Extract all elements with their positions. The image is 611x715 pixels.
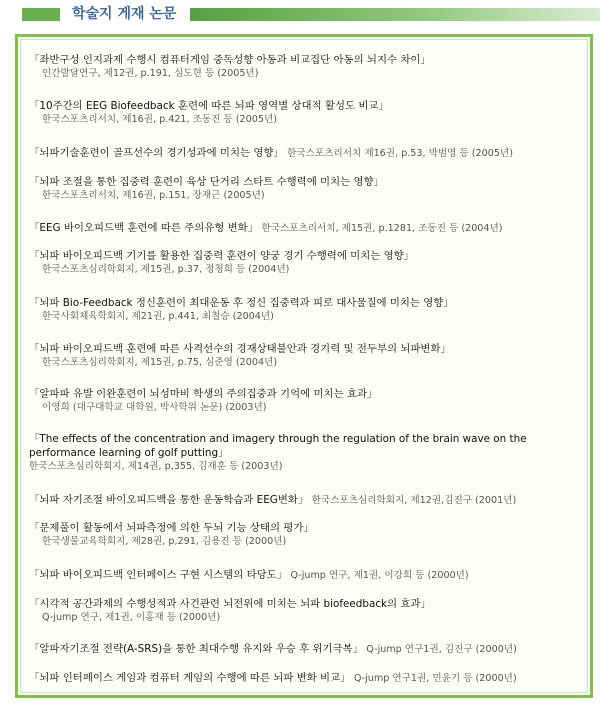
paper-title: 「뇌파 바이오피드백 기기를 활용한 집중력 훈련이 양궁 경기 수행력에 미치는 영향」 xyxy=(29,250,415,262)
paper-title: 「뇌파 인터페이스 게임과 컴퓨터 게임의 수행에 따른 뇌파 변화 비교」 xyxy=(29,672,351,684)
paper-title: 「뇌파 Bio-Feedback 정신훈련이 최대운동 후 정신 집중력과 피로 대사물질에 미치는 영향」 xyxy=(29,297,454,309)
paper-entry xyxy=(29,521,579,549)
paper-entry xyxy=(29,146,579,161)
paper-title: 「뇌파 자기조절 바이오피드백을 통한 운동학습과 EEG변화」 xyxy=(29,494,309,506)
paper-entry xyxy=(29,175,579,203)
paper-title: 「시각적 공간과제의 수행성적과 사건관련 뇌전위에 미치는 뇌파 biofeedback의 효과」 xyxy=(29,598,431,610)
paper-entry xyxy=(29,493,579,508)
header-accent-bar-left xyxy=(22,8,60,21)
paper-title: 「뇌파기술훈련이 골프선수의 경기성과에 미치는 영향」 xyxy=(29,147,284,159)
paper-source: 한국사회체육학회지, 제21권, p.441, 최철승 (2004년) xyxy=(42,311,274,322)
paper-entry xyxy=(29,568,579,583)
paper-title: 「알파자기조절 전략(A-SRS)을 통한 최대수행 유지와 우승 후 위기극복」 xyxy=(29,643,363,655)
paper-source: 한국스포츠리서치, 제15권, p.1281, 조동진 등 (2004년) xyxy=(261,223,503,234)
paper-title: 「The effects of the concentration and imagery through the regulation of the brain wave on the performance learning of golf putting」 xyxy=(29,433,527,459)
paper-title: 「EEG 바이오피드백 훈련에 따른 주의유형 변화」 xyxy=(29,222,259,234)
paper-title: 「뇌파 바이오피드백 인터페이스 구현 시스템의 타당도」 xyxy=(29,569,288,581)
paper-source: 한국스포츠심리학회지, 제15권, p.37, 정청희 등 (2004년) xyxy=(42,264,290,275)
paper-entry xyxy=(29,99,579,127)
paper-title: 「뇌파 바이오피드백 훈련에 따른 사격선수의 경재상태불안과 경기력 및 전두부의 뇌파변화」 xyxy=(29,343,451,355)
paper-title: 「알파파 유발 이완훈련이 뇌성마비 학생의 주의집중과 기억에 미치는 효과」 xyxy=(29,388,378,400)
paper-source: 한국스포츠심리학회지, 제15권, p.75, 심준영 (2004년) xyxy=(42,357,278,368)
paper-entry xyxy=(29,671,579,686)
paper-source: 한국스포츠리서치, 제16권, p.151, 장재근 (2005년) xyxy=(42,190,265,201)
paper-source: 한국스포츠심리학회지, 제12권,김진구 (2001년) xyxy=(311,495,517,506)
paper-entry xyxy=(29,221,579,236)
paper-source: Q-jump 연구1권, 민윤기 등 (2000년) xyxy=(353,673,517,684)
paper-source: 한국스포츠리서치, 제16권, p.421, 조동진 등 (2005년) xyxy=(42,114,277,125)
section-header xyxy=(12,4,600,24)
paper-title: 「문제풀이 활동에서 뇌파측정에 의한 두뇌 기능 상태의 평가」 xyxy=(29,522,314,534)
paper-source: 한국생물교육학회지, 제28권, p,291, 김용진 등 (2000년) xyxy=(42,536,287,547)
paper-entry xyxy=(29,342,579,370)
paper-entry xyxy=(29,597,579,625)
paper-source: 한국스포츠리서치 제16권, p.53, 박범영 등 (2005년) xyxy=(287,148,513,159)
paper-source: 인간발달연구, 제12권, p.191, 심도현 등 (2005년) xyxy=(42,68,259,79)
paper-source: Q-jump 연구1권, 김진구 (2000년) xyxy=(366,644,517,655)
paper-title: 「뇌파 조절을 통한 집중력 훈련이 육상 단거리 스타트 수행력에 미치는 영향」 xyxy=(29,176,384,188)
paper-entry xyxy=(29,53,579,81)
paper-title: 「좌반구성 인지과제 수행시 컴퓨터게임 중독성향 아동과 비교집단 아동의 뇌지수 차이」 xyxy=(29,54,431,66)
header-accent-bar-right xyxy=(190,8,600,21)
paper-source: 이영희 (대구대학교 대학원, 박사학위 논문) (2003년) xyxy=(42,402,267,413)
paper-title: 「10주간의 EEG Biofeedback 훈련에 따른 뇌파 영역별 상대적 활성도 비교」 xyxy=(29,100,389,112)
paper-entry xyxy=(29,387,579,415)
paper-entry xyxy=(29,249,579,277)
paper-source: Q-jump 연구, 제1권, 이강희 등 (2000년) xyxy=(290,570,469,581)
papers-panel xyxy=(15,34,593,698)
paper-source: 한국스포츠심리학회지, 제14권, p,355, 김재훈 등 (2003년) xyxy=(29,461,283,472)
paper-entry xyxy=(29,642,579,657)
paper-source: Q-jump 연구, 제1권, 이홍재 등 (2000년) xyxy=(42,612,221,623)
section-title: 학술지 게재 논문 xyxy=(72,6,177,22)
paper-entry xyxy=(29,432,579,474)
paper-entry xyxy=(29,296,579,324)
